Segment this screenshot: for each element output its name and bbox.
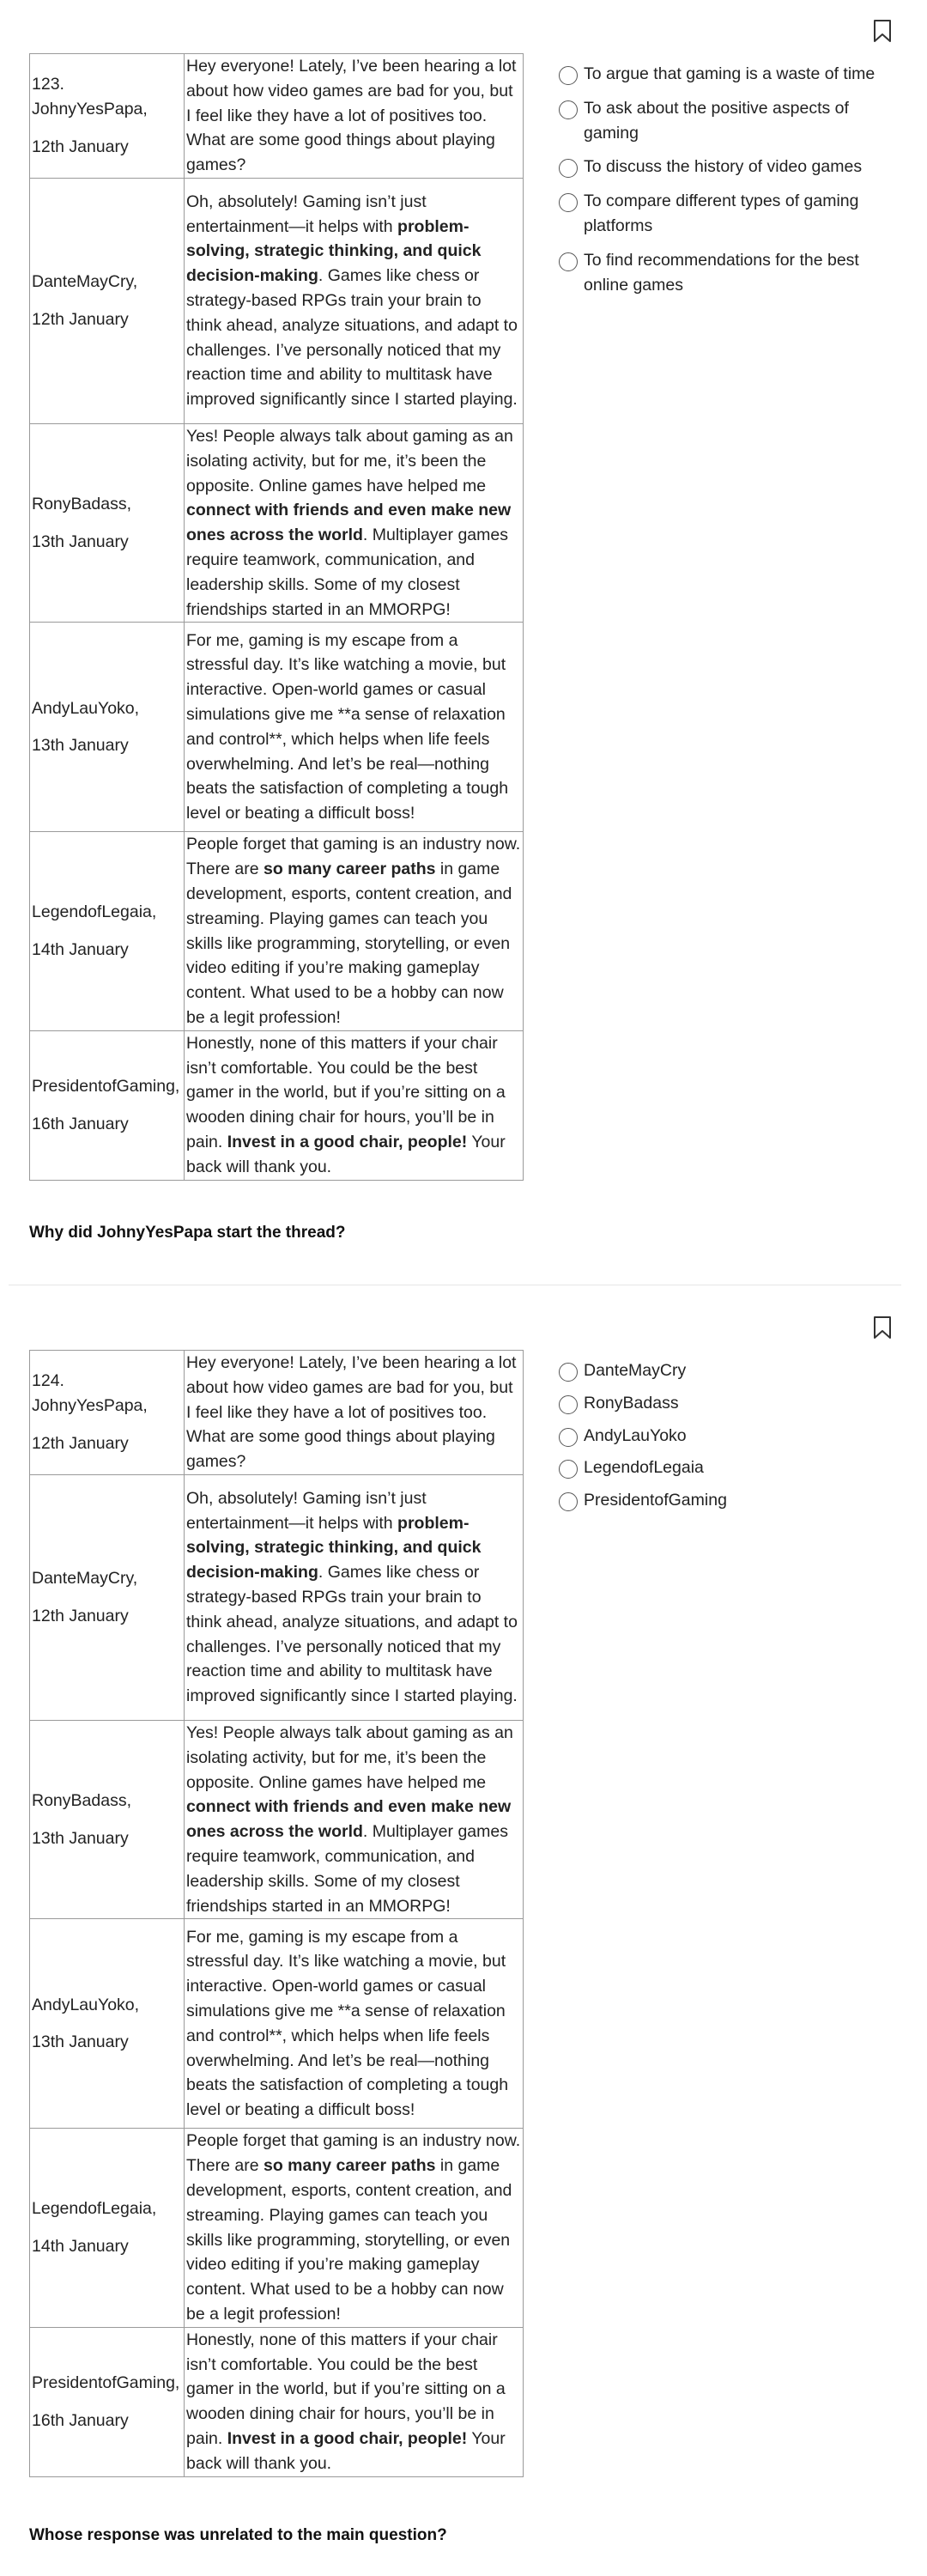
post-body <box>185 2129 524 2327</box>
post-author-cell <box>30 1351 185 1475</box>
answer-option[interactable] <box>559 62 885 87</box>
post-author: JohnyYesPapa, <box>32 100 148 119</box>
post-author-cell <box>30 1030 185 1180</box>
post-date: 13th January <box>32 736 129 756</box>
post-author: LegendofLegaia, <box>32 2199 157 2219</box>
post-text-bold: so many career paths <box>263 860 436 879</box>
post-author-cell <box>30 2327 185 2476</box>
question-prompt: Whose response was unrelated to the main question? <box>29 2526 447 2544</box>
post-text: For me, gaming is my escape from a stressful day. It’s like watching a movie, but interactive. Open-world games or casual simulations give me **a sense of relaxation and control**, which helps when life feels overwhelming. And let’s be real—nothing beats the satisfaction of completing a tough level or beating a difficult boss! <box>186 1927 509 2120</box>
post-author: PresidentofGaming, <box>32 1076 180 1096</box>
answer-option-label: To ask about the positive aspects of gaming <box>584 98 849 143</box>
post-text: in game development, esports, content creation, and streaming. Playing games can teach you skills like programming, storytelling, or even video editing if you’re making gameplay content. What used to be a hobby can now be a legit profession! <box>186 2156 512 2324</box>
post-date: 12th January <box>32 137 129 156</box>
post-row <box>30 178 524 423</box>
post-text: For me, gaming is my escape from a stressful day. It’s like watching a movie, but interactive. Open-world games or casual simulations give me **a sense of relaxation and control**, which helps when life feels overwhelming. And let’s be real—nothing beats the satisfaction of completing a tough level or beating a difficult boss! <box>186 630 509 823</box>
post-text: . Games like chess or strategy-based RPGs train your brain to think ahead, analyze situations, and adapt to challenges. I’ve personally noticed that my reaction time and ability to multitask have improved significantly since I started playing. <box>186 266 518 410</box>
post-author: DanteMayCry, <box>32 272 138 292</box>
post-text: in game development, esports, content creation, and streaming. Playing games can teach you skills like programming, storytelling, or even video editing if you’re making gameplay content. What used to be a hobby can now be a legit profession! <box>186 860 512 1027</box>
answer-options <box>559 62 885 307</box>
post-body <box>185 54 524 179</box>
question-block <box>0 0 927 1284</box>
radio-button[interactable] <box>559 1460 578 1479</box>
post-text: Oh, absolutely! Gaming isn’t just entertainment—it helps with <box>186 1488 427 1533</box>
post-author-cell <box>30 1720 185 1918</box>
post-text: Yes! People always talk about gaming as an isolating activity, but for me, it’s been the opposite. Online games have helped me <box>186 426 513 495</box>
post-body <box>185 1351 524 1475</box>
post-text-bold: so many career paths <box>263 2156 436 2176</box>
post-text: Honestly, none of this matters if your chair isn’t comfortable. You could be the best gamer in the world, but if you’re sitting on a wooden dining chair for hours, you’ll be in pain. <box>186 2330 506 2448</box>
post-author: AndyLauYoko, <box>32 1995 140 2014</box>
post-text-bold: problem-solving, strategic thinking, and quick decision-making <box>186 216 482 286</box>
post-date: 12th January <box>32 1433 129 1453</box>
answer-option[interactable] <box>559 1358 885 1383</box>
radio-button[interactable] <box>559 66 578 85</box>
post-text-bold: Invest in a good chair, people! <box>227 1132 468 1151</box>
post-text: . Multiplayer games require teamwork, communication, and leadership skills. Some of my closest friendships started in an MMORPG! <box>186 526 508 619</box>
post-date: 12th January <box>32 309 129 329</box>
radio-button[interactable] <box>559 1428 578 1447</box>
bookmark-icon <box>872 1315 893 1340</box>
answer-option-label: PresidentofGaming <box>584 1491 727 1510</box>
post-date: 13th January <box>32 532 129 551</box>
post-body <box>185 1720 524 1918</box>
post-text-bold: problem-solving, strategic thinking, and quick decision-making <box>186 1513 482 1583</box>
radio-button[interactable] <box>559 159 578 178</box>
radio-button[interactable] <box>559 1363 578 1382</box>
post-row <box>30 623 524 832</box>
question-number: 123. <box>32 75 64 94</box>
post-text: People forget that gaming is an industry now. There are <box>186 2131 521 2176</box>
post-row <box>30 1720 524 1918</box>
post-text-bold: connect with friends and even make new ones across the world <box>186 501 512 545</box>
post-row <box>30 832 524 1030</box>
post-author-cell <box>30 1919 185 2129</box>
answer-option-label: To find recommendations for the best online games <box>584 250 859 295</box>
post-date: 13th January <box>32 2032 129 2052</box>
bookmark-button[interactable] <box>872 1315 893 1340</box>
post-author-cell <box>30 832 185 1030</box>
post-author: PresidentofGaming, <box>32 2372 180 2392</box>
answer-option[interactable] <box>559 1391 885 1416</box>
post-row <box>30 1474 524 1720</box>
post-author-cell <box>30 623 185 832</box>
post-author-cell <box>30 54 185 179</box>
post-row <box>30 2129 524 2327</box>
post-row <box>30 1030 524 1180</box>
answer-option[interactable] <box>559 96 885 146</box>
post-row <box>30 2327 524 2476</box>
answer-option-label: RonyBadass <box>584 1393 679 1413</box>
post-text: Oh, absolutely! Gaming isn’t just entertainment—it helps with <box>186 191 427 236</box>
post-body <box>185 1474 524 1720</box>
post-author: AndyLauYoko, <box>32 698 140 718</box>
radio-button[interactable] <box>559 1395 578 1414</box>
post-body <box>185 623 524 832</box>
question-prompt: Why did JohnyYesPapa start the thread? <box>29 1224 346 1242</box>
answer-option[interactable] <box>559 155 885 179</box>
post-author-cell <box>30 1474 185 1720</box>
post-text: . Games like chess or strategy-based RPGs train your brain to think ahead, analyze situations, and adapt to challenges. I’ve personally noticed that my reaction time and ability to multitask have improved significantly since I started playing. <box>186 1563 518 1706</box>
post-date: 12th January <box>32 1606 129 1625</box>
post-text: Hey everyone! Lately, I’ve been hearing a lot about how video games are bad for you, but I feel like they have a lot of positives too. What are some good things about playing games? <box>186 57 517 175</box>
post-author: RonyBadass, <box>32 1790 131 1810</box>
radio-button[interactable] <box>559 252 578 271</box>
post-body <box>185 178 524 423</box>
answer-option-label: To discuss the history of video games <box>584 157 863 177</box>
post-text-bold: connect with friends and even make new ones across the world <box>186 1797 512 1842</box>
radio-button[interactable] <box>559 193 578 212</box>
answer-option[interactable] <box>559 1424 885 1449</box>
post-text: Your back will thank you. <box>186 1132 506 1176</box>
post-body <box>185 1919 524 2129</box>
post-text: People forget that gaming is an industry now. There are <box>186 835 521 879</box>
answer-option-label: DanteMayCry <box>584 1361 687 1380</box>
post-row <box>30 54 524 179</box>
post-row <box>30 1351 524 1475</box>
post-author: RonyBadass, <box>32 494 131 513</box>
post-body <box>185 423 524 622</box>
bookmark-button[interactable] <box>872 19 893 43</box>
post-body <box>185 832 524 1030</box>
bookmark-icon <box>872 19 893 43</box>
answer-option[interactable] <box>559 248 885 298</box>
answer-option-label: LegendofLegaia <box>584 1458 704 1478</box>
post-date: 14th January <box>32 940 129 960</box>
answer-option-label: AndyLauYoko <box>584 1425 687 1445</box>
post-row <box>30 423 524 622</box>
radio-button[interactable] <box>559 1492 578 1511</box>
post-body <box>185 1030 524 1180</box>
post-date: 13th January <box>32 1828 129 1848</box>
post-body <box>185 2327 524 2476</box>
post-author: JohnyYesPapa, <box>32 1396 148 1416</box>
post-author: DanteMayCry, <box>32 1569 138 1589</box>
answer-options <box>559 1358 885 1521</box>
post-author: LegendofLegaia, <box>32 902 157 922</box>
thread-table <box>29 1350 524 2477</box>
answer-option-label: To argue that gaming is a waste of time <box>584 64 876 83</box>
post-author-cell <box>30 178 185 423</box>
answer-option-label: To compare different types of gaming platforms <box>584 191 859 235</box>
post-date: 14th January <box>32 2237 129 2257</box>
post-date: 16th January <box>32 2410 129 2430</box>
post-text: Hey everyone! Lately, I’ve been hearing a lot about how video games are bad for you, but I feel like they have a lot of positives too. What are some good things about playing games? <box>186 1353 517 1472</box>
question-number: 124. <box>32 1371 64 1391</box>
post-row <box>30 1919 524 2129</box>
post-text: Yes! People always talk about gaming as an isolating activity, but for me, it’s been the opposite. Online games have helped me <box>186 1722 513 1792</box>
post-text: Honestly, none of this matters if your chair isn’t comfortable. You could be the best gamer in the world, but if you’re sitting on a wooden dining chair for hours, you’ll be in pain. <box>186 1033 506 1151</box>
post-date: 16th January <box>32 1114 129 1133</box>
post-text: . Multiplayer games require teamwork, communication, and leadership skills. Some of my closest friendships started in an MMORPG! <box>186 1822 508 1916</box>
answer-option[interactable] <box>559 1488 885 1513</box>
answer-option[interactable] <box>559 189 885 239</box>
post-author-cell <box>30 2129 185 2327</box>
post-text-bold: Invest in a good chair, people! <box>227 2428 468 2448</box>
thread-table <box>29 53 524 1181</box>
question-block <box>0 1297 927 2576</box>
post-text: Your back will thank you. <box>186 2428 506 2473</box>
radio-button[interactable] <box>559 100 578 119</box>
post-author-cell <box>30 423 185 622</box>
answer-option[interactable] <box>559 1455 885 1480</box>
